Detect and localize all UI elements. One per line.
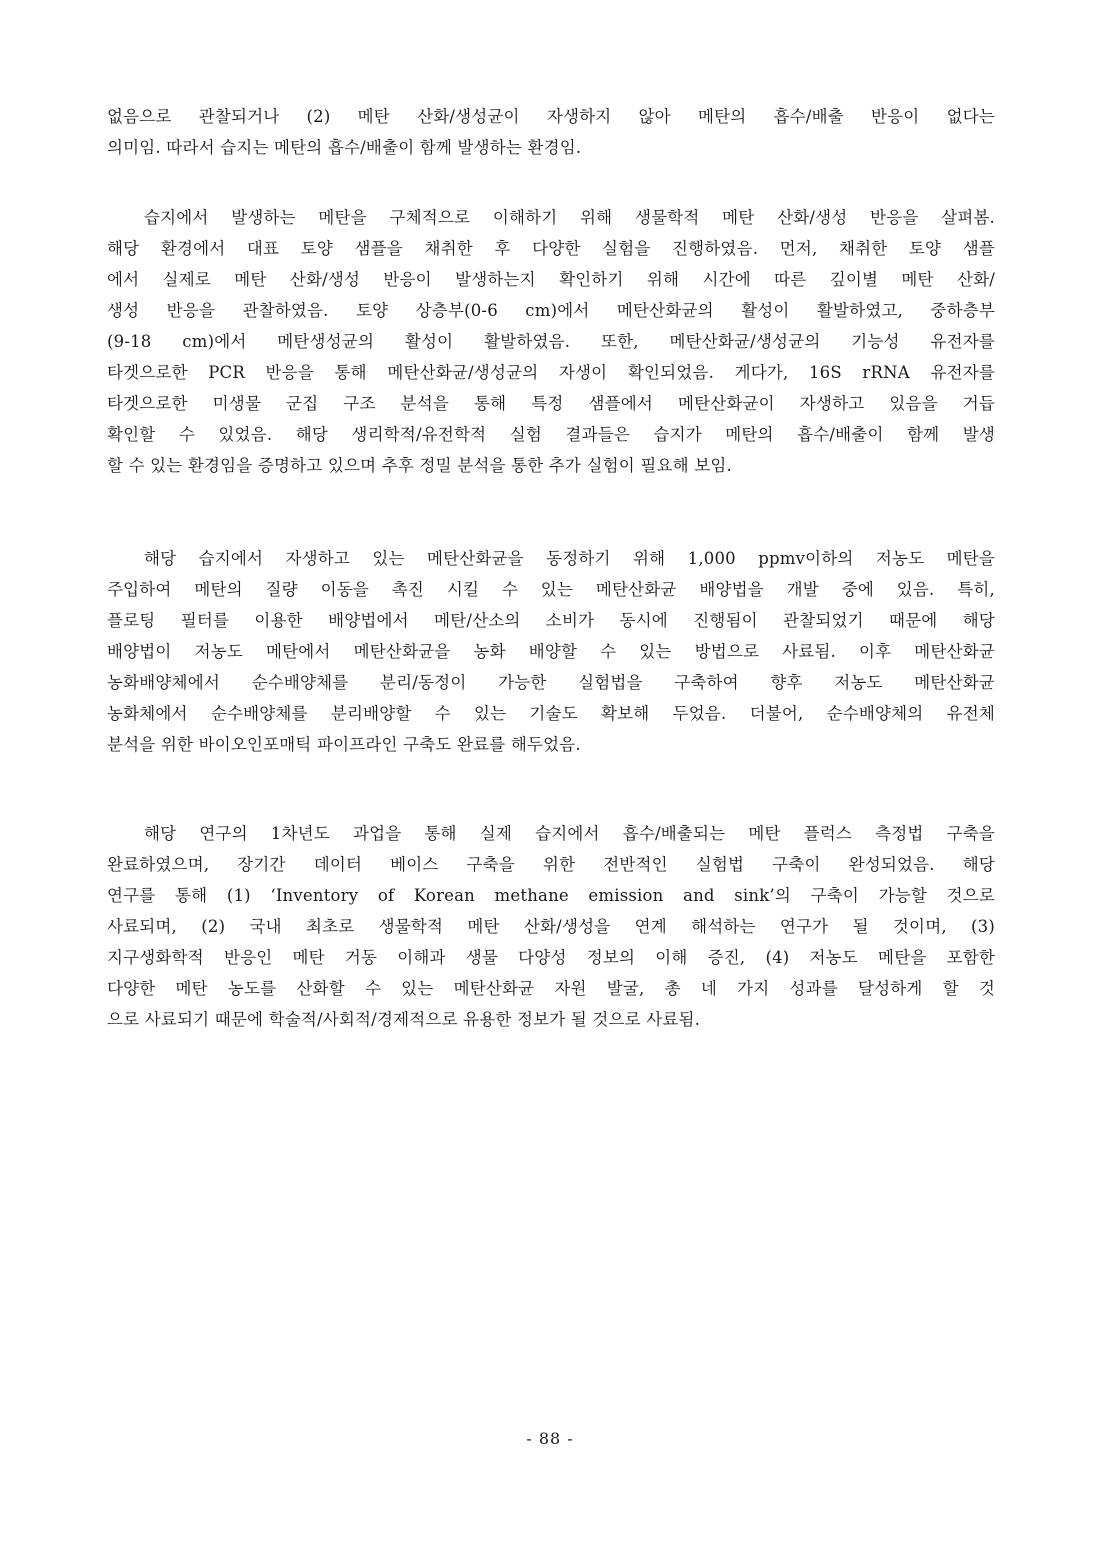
text-line: 생성 반응을 관찰하였음. 토양 상층부(0-6 cm)에서 메탄산화균의 활성이 활발하였고, 중하층부 [107,301,995,320]
text-line: 해당 환경에서 대표 토양 샘플을 채취한 후 다양한 실험을 진행하였음. 먼저, 채취한 토양 샘플 [107,239,995,258]
text-line: 타겟으로한 미생물 군집 구조 분석을 통해 특정 샘플에서 메탄산화균이 자생하고 있음을 거듭 [107,394,995,413]
text-line: 주입하여 메탄의 질량 이동을 촉진 시킬 수 있는 메탄산화균 배양법을 개발 중에 있음. 특히, [107,580,995,599]
text-line: 플로팅 필터를 이용한 배양법에서 메탄/산소의 소비가 동시에 진행됨이 관찰되었기 때문에 해당 [107,611,995,630]
text-line: 지구생화학적 반응인 메탄 거동 이해과 생물 다양성 정보의 이해 증진, (4) 저농도 메탄을 포함한 [107,948,995,967]
text-line: 의미임. 따라서 습지는 메탄의 흡수/배출이 함께 발생하는 환경임. [107,138,582,157]
text-line: (9-18 cm)에서 메탄생성균의 활성이 활발하였음. 또한, 메탄산화균/생성균의 기능성 유전자를 [107,332,995,351]
text-line: 다양한 메탄 농도를 산화할 수 있는 메탄산화균 자원 발굴, 총 네 가지 성과를 달성하게 할 것 [107,979,995,998]
text-line: 해당 연구의 1차년도 과업을 통해 실제 습지에서 흡수/배출되는 메탄 플럭스 측정법 구축을 [144,824,995,843]
paragraph-continuation [107,101,995,163]
text-line: 연구를 통해 (1) ‘Inventory of Korean methane emission and sink’의 구축이 가능할 것으로 [107,886,995,905]
text-line: 농화체에서 순수배양체를 분리배양할 수 있는 기술도 확보해 두었음. 더불어, 순수배양체의 유전체 [107,704,995,723]
text-line: 으로 사료되기 때문에 학술적/사회적/경제적으로 유용한 정보가 될 것으로 사료됨. [107,1010,701,1029]
paragraph-research-outcomes [107,818,995,1035]
page-number: - 88 - [526,1429,574,1448]
paragraph-culture-method [107,543,995,760]
text-line: 없음으로 관찰되거나 (2) 메탄 산화/생성균이 자생하지 않아 메탄의 흡수/배출 반응이 없다는 [107,107,995,126]
text-line: 할 수 있는 환경임을 증명하고 있으며 추후 정밀 분석을 통한 추가 실험이 필요해 보임. [107,456,732,475]
text-line: 분석을 위한 바이오인포매틱 파이프라인 구축도 완료를 해두었음. [107,735,581,754]
paragraph-methane-reaction [107,202,995,481]
text-line: 확인할 수 있었음. 해당 생리학적/유전학적 실험 결과들은 습지가 메탄의 흡수/배출이 함께 발생 [107,425,995,444]
text-line: 해당 습지에서 자생하고 있는 메탄산화균을 동정하기 위해 1,000 ppmv이하의 저농도 메탄을 [144,549,995,568]
text-line: 타겟으로한 PCR 반응을 통해 메탄산화균/생성균의 자생이 확인되었음. 게다가, 16S rRNA 유전자를 [107,363,995,382]
text-line: 습지에서 발생하는 메탄을 구체적으로 이해하기 위해 생물학적 메탄 산화/생성 반응을 살펴봄. [144,208,995,227]
text-line: 배양법이 저농도 메탄에서 메탄산화균을 농화 배양할 수 있는 방법으로 사료됨. 이후 메탄산화균 [107,642,995,661]
text-line: 농화배양체에서 순수배양체를 분리/동정이 가능한 실험법을 구축하여 향후 저농도 메탄산화균 [107,673,995,692]
text-line: 완료하였으며, 장기간 데이터 베이스 구축을 위한 전반적인 실험법 구축이 완성되었음. 해당 [107,855,995,874]
text-line: 에서 실제로 메탄 산화/생성 반응이 발생하는지 확인하기 위해 시간에 따른 깊이별 메탄 산화/ [107,270,995,289]
text-line: 사료되며, (2) 국내 최초로 생물학적 메탄 산화/생성을 연계 해석하는 연구가 될 것이며, (3) [107,917,995,936]
